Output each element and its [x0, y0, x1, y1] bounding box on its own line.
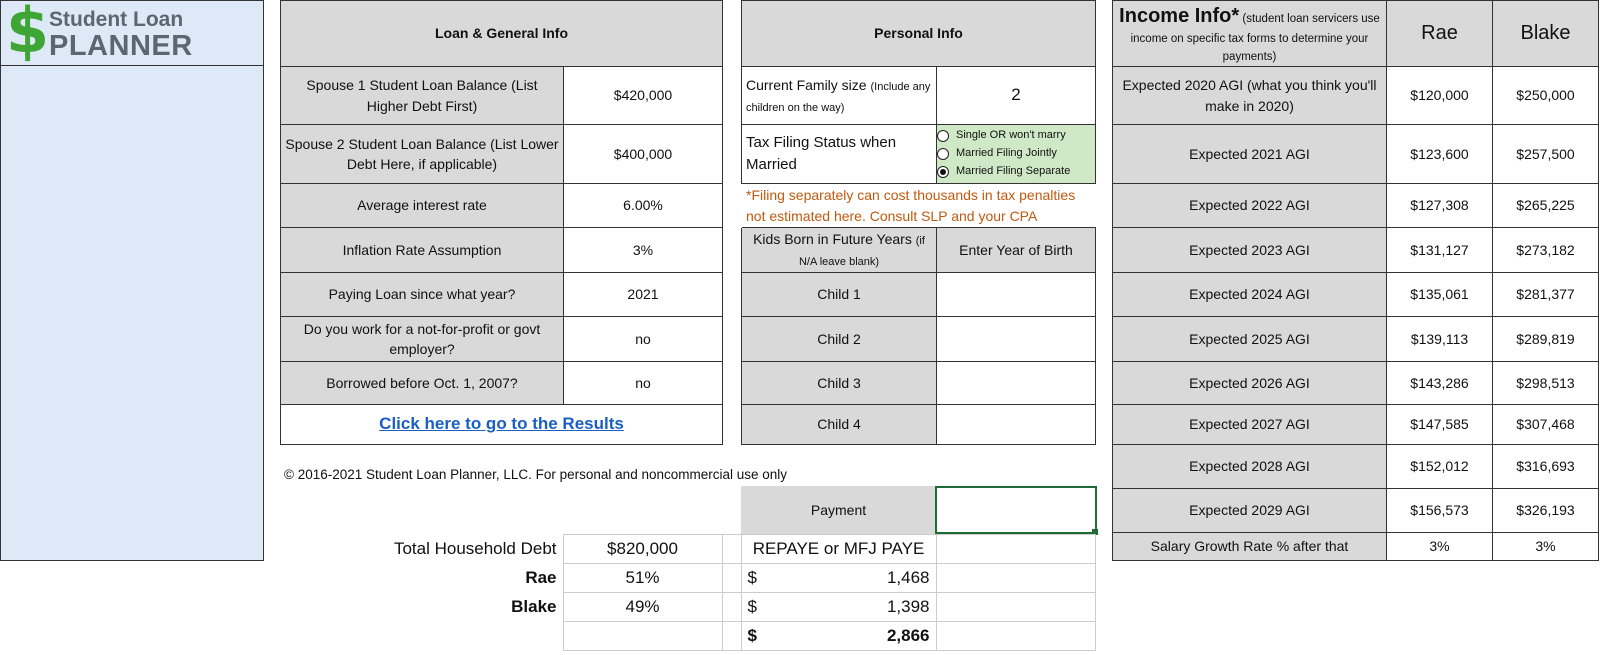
blake-agi-cell[interactable]: $265,225 — [1493, 184, 1599, 228]
rae-agi-cell[interactable]: $135,061 — [1387, 273, 1493, 317]
borrowed-before-2007-cell[interactable]: no — [564, 362, 723, 405]
blake-agi-cell[interactable]: $307,468 — [1493, 405, 1599, 445]
blake-agi-cell[interactable]: $281,377 — [1493, 273, 1599, 317]
radio-option-separate[interactable] — [937, 163, 1095, 181]
income-row-label: Expected 2020 AGI (what you think you'll make in 2020) — [1113, 67, 1387, 125]
results-link-cell — [281, 405, 723, 445]
loan-row-label: Average interest rate — [281, 184, 564, 228]
rae-debt-share[interactable]: 51% — [563, 564, 722, 593]
radio-option-single[interactable] — [937, 127, 1095, 145]
spouse-name-blake: Blake — [511, 597, 557, 616]
currency-symbol: $ — [747, 626, 757, 645]
total-payment-amount: 2,866 — [886, 626, 930, 645]
logo-dollar-icon: $ — [6, 0, 50, 67]
summary-table — [280, 534, 1096, 651]
child3-year-cell[interactable] — [937, 362, 1096, 405]
nonprofit-employer-cell[interactable]: no — [564, 317, 723, 362]
blake-agi-cell[interactable]: $326,193 — [1493, 489, 1599, 533]
spacer-cell — [722, 535, 741, 564]
income-info-table — [1112, 0, 1599, 561]
spouse2-balance-cell[interactable]: $400,000 — [564, 125, 723, 184]
currency-symbol: $ — [747, 568, 757, 587]
blake-payment-cell[interactable] — [741, 593, 936, 622]
blake-growth-cell[interactable]: 3% — [1493, 533, 1599, 561]
spacer-cell — [722, 593, 741, 622]
radio-button-selected-icon[interactable] — [937, 166, 949, 178]
income-row-label: Expected 2028 AGI — [1113, 445, 1387, 489]
results-link[interactable]: Click here to go to the Results — [379, 414, 624, 434]
tax-status-options — [937, 125, 1096, 184]
loan-row-label: Do you work for a not-for-profit or govt employer? — [281, 317, 564, 362]
rae-agi-cell[interactable]: $152,012 — [1387, 445, 1493, 489]
total-debt-label: Total Household Debt — [393, 539, 557, 558]
rae-agi-cell[interactable]: $120,000 — [1387, 67, 1493, 125]
empty-cell[interactable] — [936, 593, 1095, 622]
spacer-cell — [722, 622, 741, 651]
radio-option-label: Single OR won't marry — [956, 129, 1066, 142]
empty-cell[interactable] — [936, 535, 1095, 564]
radio-option-joint[interactable] — [937, 145, 1095, 163]
loan-row-label: Spouse 1 Student Loan Balance (List Higher Debt First) — [281, 67, 564, 125]
logo-area — [0, 0, 264, 66]
blake-agi-cell[interactable]: $250,000 — [1493, 67, 1599, 125]
child-label: Child 1 — [742, 273, 937, 317]
income-row-label: Expected 2024 AGI — [1113, 273, 1387, 317]
spouse-name-rae: Rae — [525, 568, 557, 587]
income-info-title-cell — [1113, 1, 1387, 67]
empty-cell[interactable] — [563, 622, 722, 651]
kids-label-cell — [742, 228, 937, 273]
loan-row-label: Paying Loan since what year? — [281, 273, 564, 317]
child4-year-cell[interactable] — [937, 405, 1096, 445]
paying-since-cell[interactable]: 2021 — [564, 273, 723, 317]
payment-selected-cell[interactable] — [935, 486, 1097, 534]
radio-button-icon[interactable] — [937, 130, 949, 142]
personal-info-title: Personal Info — [742, 1, 1096, 67]
interest-rate-cell[interactable]: 6.00% — [564, 184, 723, 228]
blake-agi-cell[interactable]: $273,182 — [1493, 228, 1599, 273]
child-label: Child 4 — [742, 405, 937, 445]
blake-agi-cell[interactable]: $257,500 — [1493, 125, 1599, 184]
loan-general-info-table — [280, 0, 723, 445]
blake-agi-cell[interactable]: $289,819 — [1493, 317, 1599, 362]
tax-status-label: Tax Filing Status when Married — [742, 125, 937, 184]
family-size-label-cell — [742, 67, 937, 125]
spacer-cell — [722, 564, 741, 593]
kids-note: (if N/A leave blank) — [798, 235, 925, 268]
rae-agi-cell[interactable]: $127,308 — [1387, 184, 1493, 228]
rae-agi-cell[interactable]: $147,585 — [1387, 405, 1493, 445]
rae-agi-cell[interactable]: $139,113 — [1387, 317, 1493, 362]
income-row-label: Expected 2025 AGI — [1113, 317, 1387, 362]
inflation-rate-cell[interactable]: 3% — [564, 228, 723, 273]
copyright-text: © 2016-2021 Student Loan Planner, LLC. For personal and noncommercial use only — [284, 467, 788, 482]
kids-year-header: Enter Year of Birth — [937, 228, 1096, 273]
rae-payment-amount: 1,468 — [886, 568, 930, 587]
income-info-note: (student loan servicers use income on specific tax forms to determine your payments) — [1130, 13, 1380, 63]
income-col-rae: Rae — [1387, 1, 1493, 67]
income-row-label: Expected 2029 AGI — [1113, 489, 1387, 533]
spouse1-balance-cell[interactable]: $420,000 — [564, 67, 723, 125]
loan-row-label: Inflation Rate Assumption — [281, 228, 564, 273]
kids-label: Kids Born in Future Years — [753, 231, 912, 248]
filing-separately-warning: *Filing separately can cost thousands in tax penalties not estimated here. Consult SLP and your CPA — [742, 184, 1096, 228]
blank-cell — [280, 622, 563, 651]
income-row-label: Expected 2027 AGI — [1113, 405, 1387, 445]
rae-agi-cell[interactable]: $156,573 — [1387, 489, 1493, 533]
rae-agi-cell[interactable]: $123,600 — [1387, 125, 1493, 184]
child-label: Child 2 — [742, 317, 937, 362]
family-size-note: (Include any children on the way) — [746, 80, 931, 114]
rae-agi-cell[interactable]: $143,286 — [1387, 362, 1493, 405]
family-size-cell[interactable]: 2 — [937, 67, 1096, 125]
family-size-label: Current Family size — [746, 76, 867, 93]
loan-info-title: Loan & General Info — [281, 1, 723, 67]
income-row-label: Expected 2023 AGI — [1113, 228, 1387, 273]
logo-text-line2: PLANNER — [49, 30, 193, 62]
child-label: Child 3 — [742, 362, 937, 405]
rae-payment-cell[interactable] — [741, 564, 936, 593]
rae-growth-cell[interactable]: 3% — [1387, 533, 1493, 561]
rae-agi-cell[interactable]: $131,127 — [1387, 228, 1493, 273]
income-row-label: Expected 2026 AGI — [1113, 362, 1387, 405]
payment-label: Payment — [741, 486, 936, 534]
currency-symbol: $ — [747, 597, 757, 616]
plan-label: REPAYE or MFJ PAYE — [741, 535, 936, 564]
loan-row-label: Borrowed before Oct. 1, 2007? — [281, 362, 564, 405]
personal-info-table — [741, 0, 1096, 445]
total-payment-cell[interactable] — [741, 622, 936, 651]
empty-cell[interactable] — [936, 564, 1095, 593]
income-row-label: Expected 2021 AGI — [1113, 125, 1387, 184]
logo-text-line1: Student Loan — [49, 8, 184, 31]
blake-agi-cell[interactable]: $316,693 — [1493, 445, 1599, 489]
income-row-label: Salary Growth Rate % after that — [1113, 533, 1387, 561]
loan-row-label: Spouse 2 Student Loan Balance (List Lower Debt Here, if applicable) — [281, 125, 564, 184]
child2-year-cell[interactable] — [937, 317, 1096, 362]
blake-agi-cell[interactable]: $298,513 — [1493, 362, 1599, 405]
income-info-title: Income Info* — [1119, 5, 1240, 28]
radio-option-label: Married Filing Separate — [956, 165, 1071, 178]
radio-button-icon[interactable] — [937, 148, 949, 160]
total-debt-value[interactable]: $820,000 — [563, 535, 722, 564]
left-sidebar-panel — [0, 0, 264, 561]
blake-payment-amount: 1,398 — [886, 597, 930, 616]
empty-cell[interactable] — [936, 622, 1095, 651]
blake-debt-share[interactable]: 49% — [563, 593, 722, 622]
radio-option-label: Married Filing Jointly — [956, 147, 1057, 160]
child1-year-cell[interactable] — [937, 273, 1096, 317]
income-col-blake: Blake — [1493, 1, 1599, 67]
income-row-label: Expected 2022 AGI — [1113, 184, 1387, 228]
